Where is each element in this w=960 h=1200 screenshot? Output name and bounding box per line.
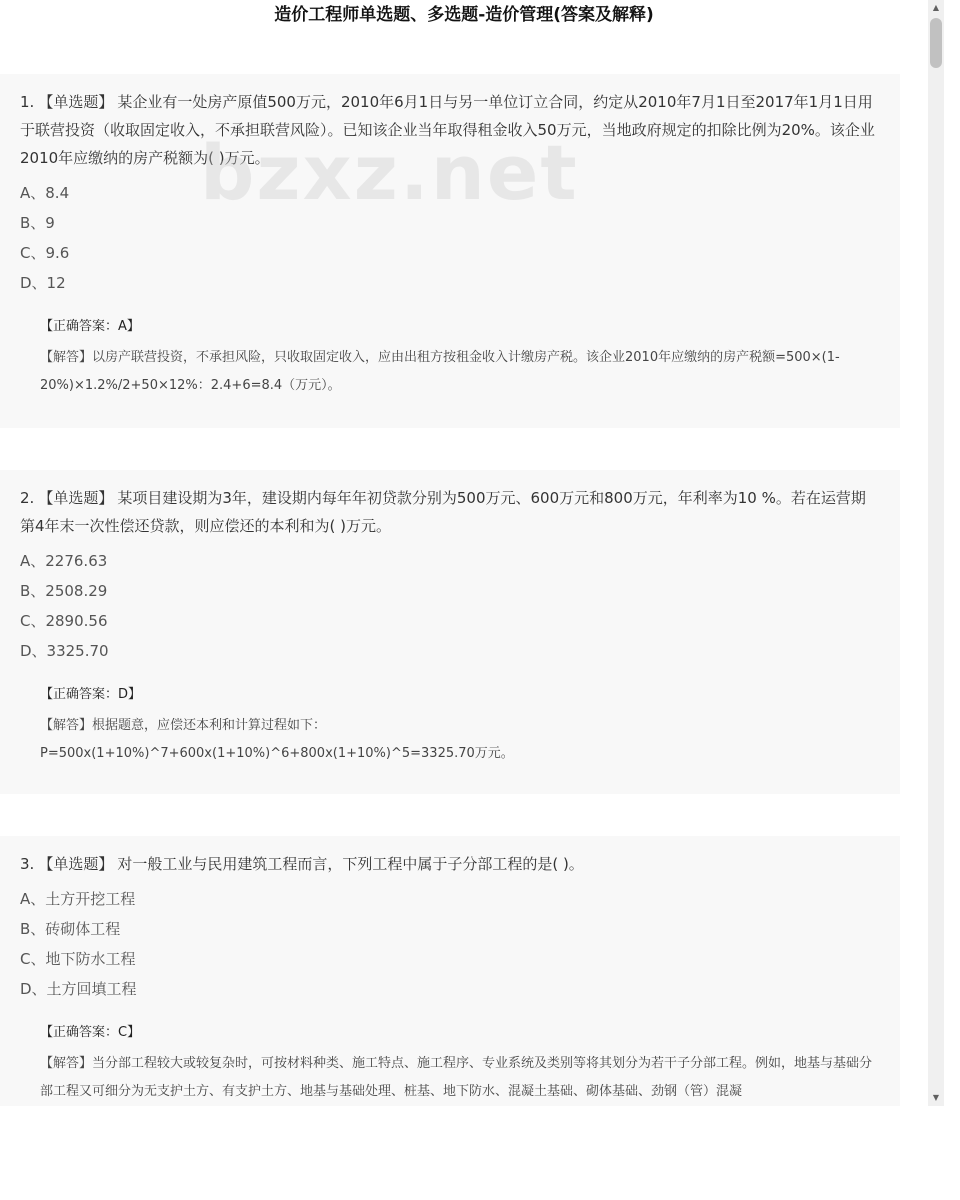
option-a[interactable]: A、8.4 [20,184,70,202]
scroll-up-arrow-icon[interactable]: ▲ [932,3,940,12]
option-list-3 [20,884,880,1004]
correct-answer-2: 【正确答案：D】 [40,687,142,702]
explanation-1: 【解答】以房产联营投资，不承担风险，只收取固定收入，应由出租方按租金收入计缴房产税。该企业2010年应缴纳的房产税额=500×(1-20%)×1.2%/2+50×12%：2.4+6=8.4（万元）。 [40,350,840,393]
option-c[interactable]: C、地下防水工程 [20,950,136,968]
question-card-2 [0,470,900,794]
option-d[interactable]: D、土方回填工程 [20,980,137,998]
scrollbar-thumb[interactable] [930,18,942,68]
explanation-3: 【解答】当分部工程较大或较复杂时，可按材料种类、施工特点、施工程序、专业系统及类别等将其划分为若干子分部工程。例如，地基与基础分部工程又可细分为无支护土方、有支护土方、地基与基础处理、桩基、地下防水、混凝土基础、砌体基础、劲钢（管）混凝 [40,1056,873,1099]
page-title: 造价工程师单选题、多选题-造价管理(答案及解释) [274,5,654,25]
option-c[interactable]: C、9.6 [20,244,70,262]
question-type: 【单选题】 [38,93,114,111]
question-number: 3. [20,855,35,873]
question-text-2 [20,484,880,540]
option-b[interactable]: B、砖砌体工程 [20,920,121,938]
watermark: bzxz.net [200,128,579,217]
question-number: 1. [20,93,35,111]
scroll-down-arrow-icon[interactable]: ▼ [932,1093,940,1102]
question-card-3 [0,836,900,1106]
option-d[interactable]: D、3325.70 [20,642,109,660]
explanation-2 [40,712,880,768]
question-body: 对一般工业与民用建筑工程而言，下列工程中属于子分部工程的是( )。 [117,855,584,873]
question-body: 某项目建设期为3年，建设期内每年年初贷款分别为500万元、600万元和800万元，年利率为10 %。若在运营期第4年末一次性偿还贷款，则应偿还的本利和为( )万元。 [20,489,866,535]
question-card-1 [0,74,900,428]
option-b[interactable]: B、9 [20,214,55,232]
correct-answer-3: 【正确答案：C】 [40,1025,141,1040]
question-text-1 [20,88,880,172]
option-a[interactable]: A、2276.63 [20,552,108,570]
option-d[interactable]: D、12 [20,274,66,292]
correct-answer-1: 【正确答案：A】 [40,319,140,334]
question-body: 某企业有一处房产原值500万元，2010年6月1日与另一单位订立合同，约定从2010年7月1日至2017年1月1日用于联营投资（收取固定收入，不承担联营风险）。已知该企业当年取得租金收入50万元，当地政府规定的扣除比例为20%。该企业2010年应缴纳的房产税额为( )万元。 [20,93,875,167]
question-text-3 [20,850,880,878]
option-list-2 [20,546,880,666]
option-c[interactable]: C、2890.56 [20,612,108,630]
option-b[interactable]: B、2508.29 [20,582,108,600]
option-a[interactable]: A、土方开挖工程 [20,890,136,908]
explanation-line-1: 【解答】根据题意，应偿还本利和计算过程如下： [40,718,327,733]
question-type: 【单选题】 [38,489,114,507]
option-list-1 [20,178,880,298]
question-type: 【单选题】 [38,855,114,873]
explanation-line-2: P=500x(1+10%)^7+600x(1+10%)^6+800x(1+10%)^5=3325.70万元。 [40,746,514,761]
question-number: 2. [20,489,35,507]
vertical-scrollbar[interactable] [928,0,944,1106]
